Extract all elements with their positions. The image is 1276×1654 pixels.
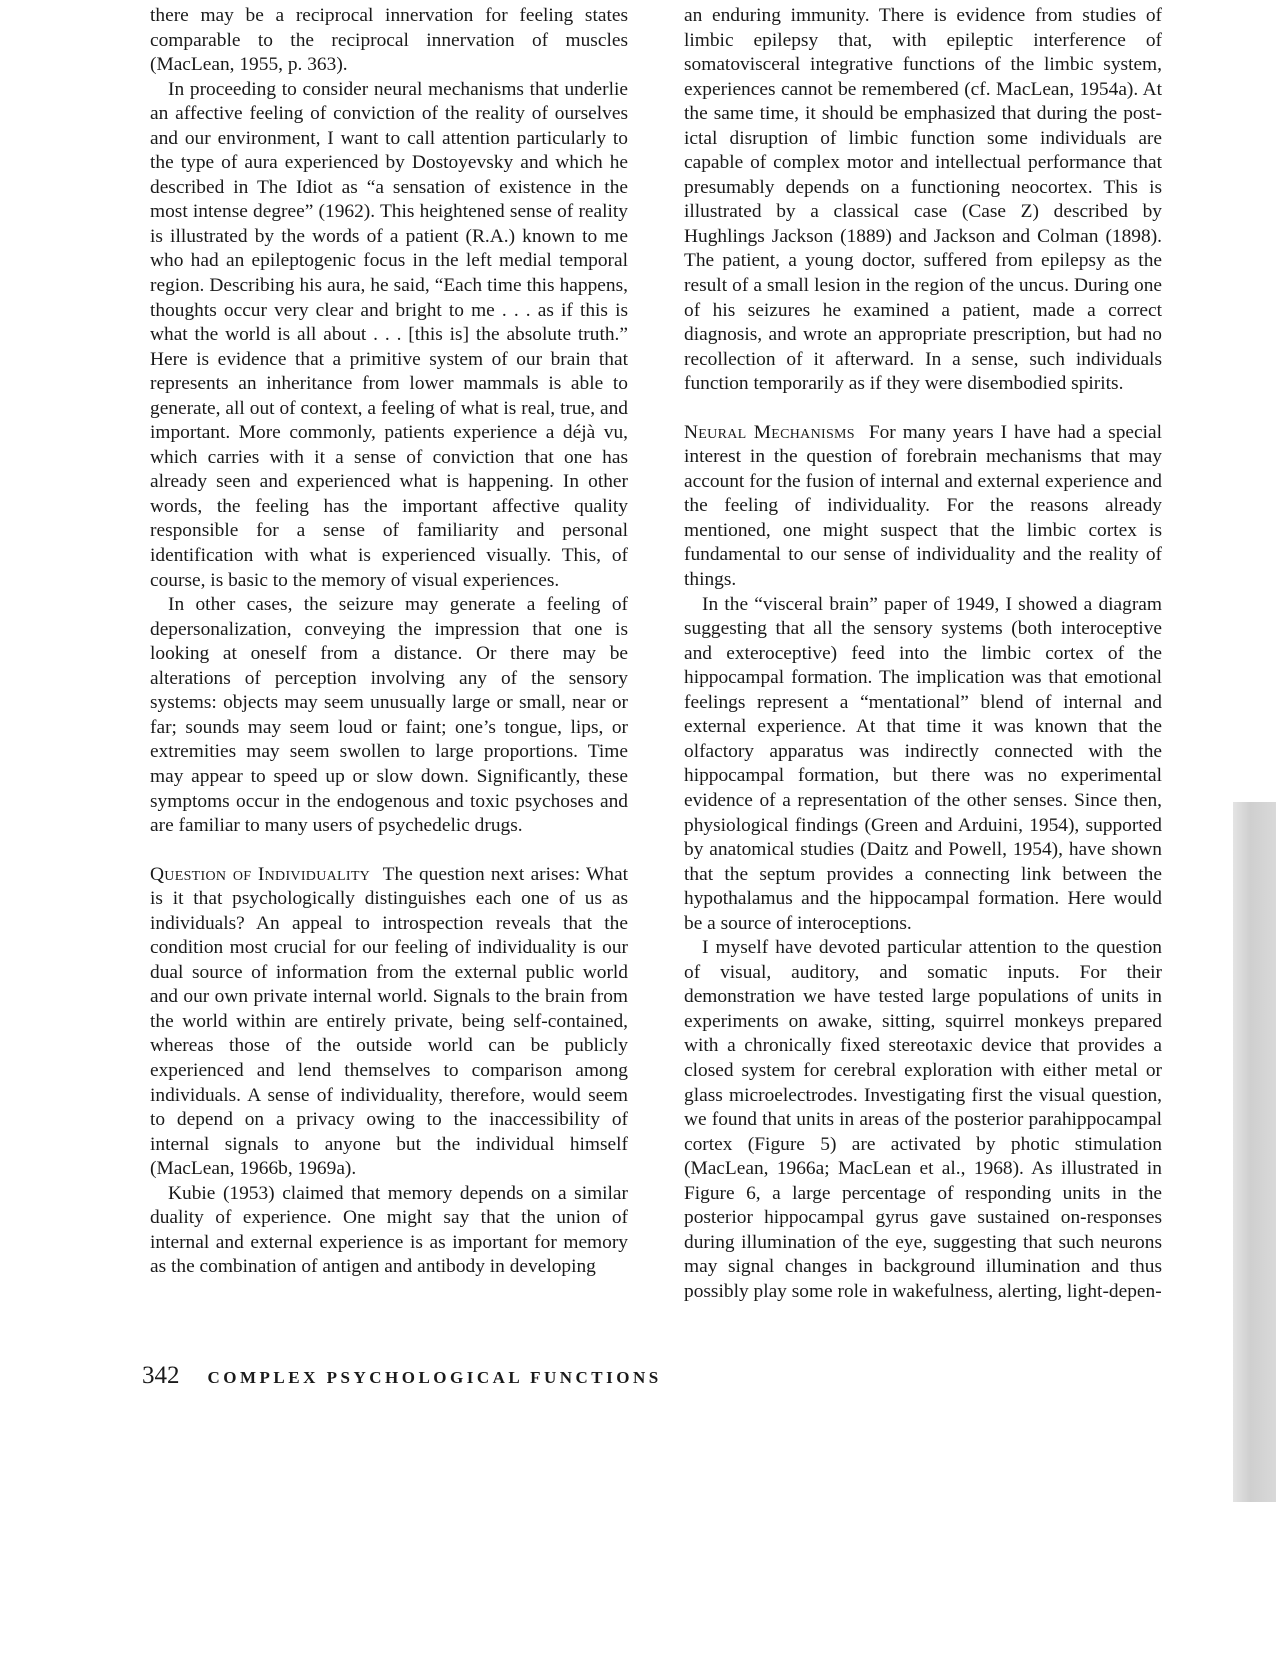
left-column — [150, 4, 628, 1280]
paragraph: there may be a reciprocal innervation for feeling states comparable to the reciprocal innervation of muscles (MacLean, 1955, p. 363). — [150, 5, 628, 76]
paragraph: In other cases, the seizure may generate a feeling of depersonalization, conveying the impression that one is looking at oneself from a distance. Or there may be alterations of perception involving any of the sensory systems: objects may seem unusually large or small, near or far; sounds may seem loud or faint; one’s tongue, lips, or extremities may seem swollen to large proportions. Time may appear to speed up or slow down. Significantly, these symptoms occur in the endogenous and toxic psychoses and are familiar to many users of psychedelic drugs. — [150, 594, 628, 837]
right-column — [684, 4, 1162, 1304]
section-paragraph-individuality — [150, 863, 628, 1182]
paragraph: In the “visceral brain” paper of 1949, I showed a diagram suggesting that all the sensory systems (both interoceptive and exteroceptive) feed into the limbic cortex of the hippocampal formation. The implication was that emotional feelings represent a “mentational” blend of internal and external experience. At that time it was known that the olfactory apparatus was indirectly connected with the hippocampal formation, but there was no experimental evidence of a representation of the other senses. Since then, physiological findings (Green and Arduini, 1954), supported by anatomical studies (Daitz and Powell, 1954), have shown that the septum provides a connecting link between the hypothalamus and the hippocampal formation. Here would be a source of interoceptions. — [684, 593, 1162, 934]
paragraph-body: The question next arises: What is it that psychologically distinguishes each one of us as individuals? An appeal to introspection reveals that the condition most crucial for our feeling of individuality is our dual source of information from the external public world and our own private internal world. Signals to the brain from the world within are entirely private, being self-contained, whereas those of the outside world can be publicly experienced and lend themselves to comparison among individuals. A sense of individuality, therefore, would seem to depend on a privacy owing to the inaccessibility of internal signals to anyone but the individual himself (MacLean, 1966b, 1969a). — [150, 863, 628, 1180]
paragraph: Kubie (1953) claimed that memory depends on a similar duality of experience. One might say that the union of internal and external experience is as important for memory as the combination of antigen and antibody in developing — [150, 1182, 628, 1278]
section-heading-individuality: Question of Individuality — [150, 863, 371, 885]
page-footer — [142, 1362, 662, 1390]
paragraph: In proceeding to consider neural mechanisms that underlie an affective feeling of conviction of the reality of ourselves and our environment, I want to call attention particularly to the type of aura experienced by Dostoyevsky and which he described in The Idiot as “a sensation of existence in the most intense degree” (1962). This heightened sense of reality is illustrated by the words of a patient (R.A.) known to me who had an epileptogenic focus in the left medial temporal region. Describing his aura, he said, “Each time this happens, thoughts occur very clear and bright to me . . . as if this is what the world is all about . . . [this is] the absolute truth.” Here is evidence that a primitive system of our brain that represents an inheritance from lower mammals is able to generate, all out of context, a feeling of what is real, true, and important. More commonly, patients experience a déjà vu, which carries with it a sense of conviction that one has already seen and experienced what is happening. In other words, the feeling has the important affective quality responsible for a sense of familiarity and personal identification with what is experienced visually. This, of course, is basic to the memory of visual experiences. — [150, 78, 628, 591]
paragraph: I myself have devoted particular attention to the question of visual, auditory, and somatic inputs. For their demonstration we have tested large populations of units in experiments on awake, sitting, squirrel monkeys prepared with a chronically fixed stereotaxic device that provides a closed system for cerebral exploration with either metal or glass microelectrodes. Investigating first the visual question, we found that units in areas of the posterior parahippocampal cortex (Figure 5) are activated by photic stimulation (MacLean, 1966a; MacLean et al., 1968). As illustrated in Figure 6, a large percentage of responding units in the posterior hippocampal gyrus gave sustained on-responses during illumination of the eye, suggesting that such neurons may signal changes in background illumination and thus possibly play some role in wakefulness, alerting, light-depen- — [684, 937, 1162, 1302]
paragraph: an enduring immunity. There is evidence from studies of limbic epilepsy that, with epileptic interference of somatovisceral integrative functions of the limbic system, experiences cannot be remembered (cf. MacLean, 1954a). At the same time, it should be emphasized that during the post-ictal disruption of limbic function some individuals are capable of complex motor and intellectual performance that presumably depends on a functioning neocortex. This is illustrated by a classical case (Case Z) described by Hughlings Jackson (1889) and Jackson and Colman (1898). The patient, a young doctor, suffered from epilepsy as the result of a small lesion in the region of the uncus. During one of his seizures he examined a patient, made a correct diagnosis, and wrote an appropriate prescription, but had no recollection of it afterward. In a sense, such individuals function temporarily as if they were disembodied spirits. — [684, 5, 1162, 395]
running-head: COMPLEX PSYCHOLOGICAL FUNCTIONS — [207, 1368, 662, 1387]
section-paragraph-neural — [684, 421, 1162, 593]
paragraph-body: For many years I have had a special interest in the question of forebrain mechanisms that may account for the fusion of internal and external experience and the feeling of individuality. For the reasons already mentioned, one might suspect that the limbic cortex is fundamental to our sense of individuality and the reality of things. — [684, 421, 1162, 591]
section-heading-neural-mechanisms: Neural Mechanisms — [684, 421, 855, 443]
page-number: 342 — [142, 1362, 180, 1389]
scan-edge-shadow — [1233, 802, 1276, 1502]
